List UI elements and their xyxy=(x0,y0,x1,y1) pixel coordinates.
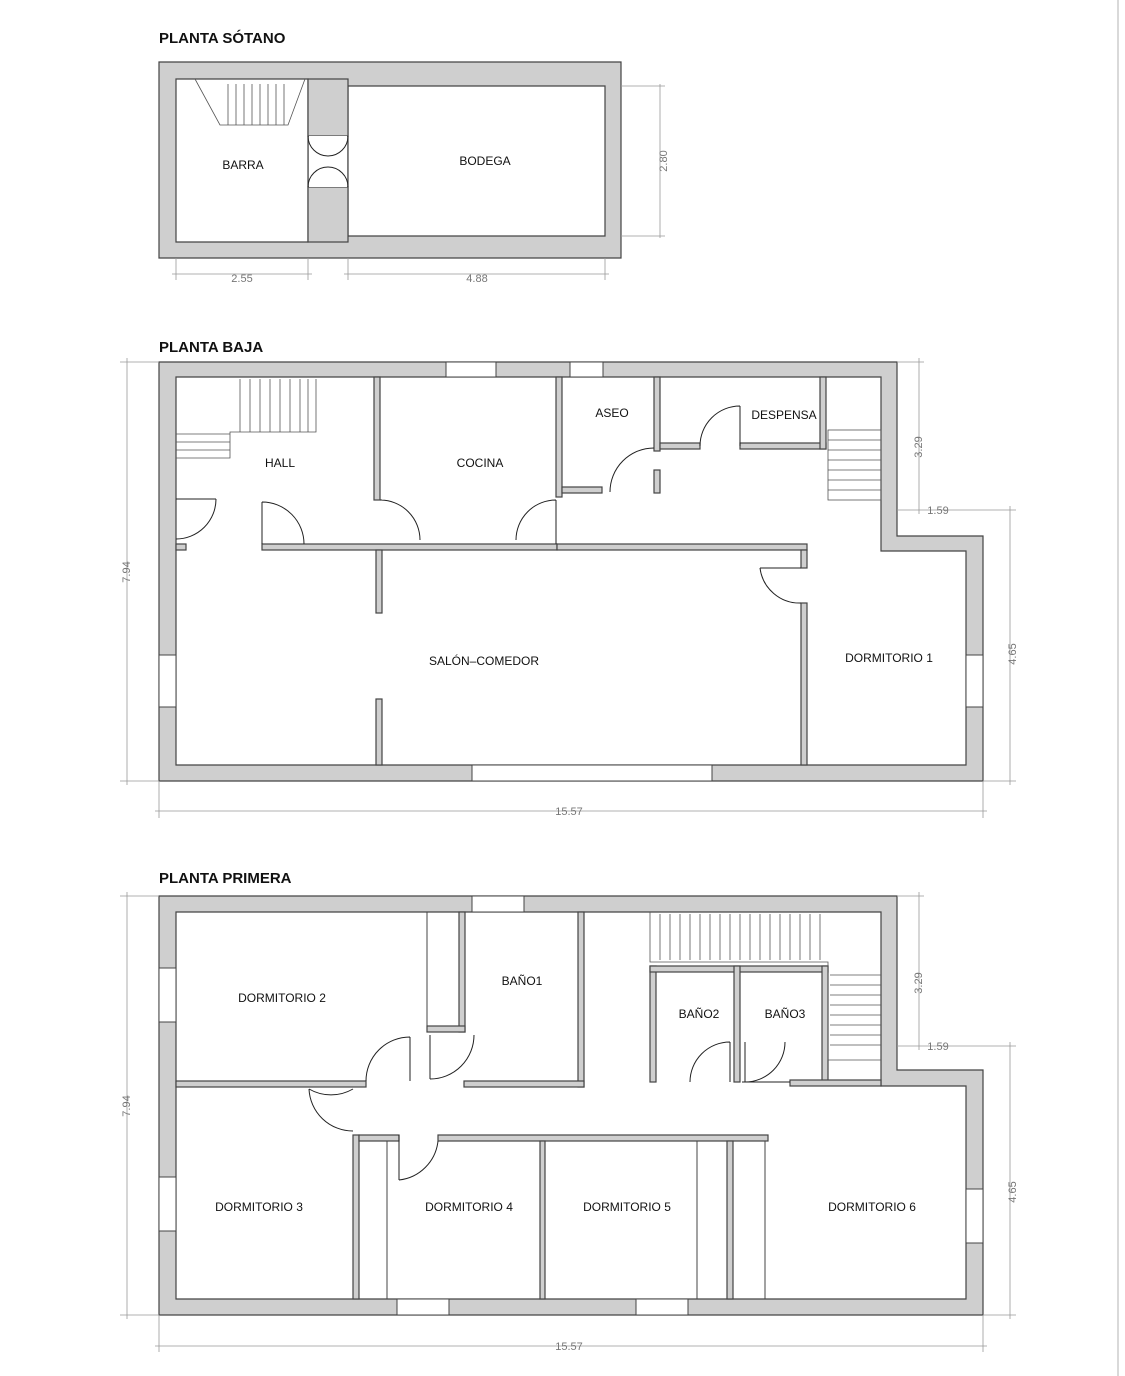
dim-baja-159: 1.59 xyxy=(927,505,949,517)
primera-outer-wall xyxy=(159,896,983,1315)
primera-stairs xyxy=(650,912,881,1060)
room-cocina: COCINA xyxy=(456,456,504,470)
room-aseo: ASEO xyxy=(595,406,629,420)
primera-window-bano1 xyxy=(472,896,524,912)
planta-sotano-title: PLANTA SÓTANO xyxy=(159,30,286,47)
primera-interior-walls xyxy=(176,912,881,1299)
baja-window-salon-sur xyxy=(472,765,712,781)
sotano-stair xyxy=(195,79,305,125)
dim-baja-largo: 15.57 xyxy=(555,806,583,818)
room-salon-comedor: SALÓN–COMEDOR xyxy=(428,654,540,668)
room-dormitorio-5: DORMITORIO 5 xyxy=(583,1200,671,1214)
baja-stairs xyxy=(176,379,881,500)
primera-window-dorm6 xyxy=(966,1189,983,1243)
planta-baja-title: PLANTA BAJA xyxy=(159,339,264,356)
baja-window-dormitorio xyxy=(966,655,983,707)
room-bano1: BAÑO1 xyxy=(501,974,543,988)
room-hall: HALL xyxy=(264,456,296,470)
dim-primera-largo: 15.57 xyxy=(555,1341,583,1353)
baja-window-aseo xyxy=(570,362,603,377)
room-bodega: BODEGA xyxy=(459,154,511,168)
dim-baja-329: 3.29 xyxy=(913,436,925,458)
dim-primera-ancho: 7.94 xyxy=(121,1095,133,1117)
primera-window-dorm2 xyxy=(159,968,176,1022)
planta-primera xyxy=(120,870,1019,1353)
room-dormitorio-3: DORMITORIO 3 xyxy=(215,1200,303,1214)
planta-baja xyxy=(120,339,1019,818)
room-barra: BARRA xyxy=(222,158,264,172)
baja-doors xyxy=(176,406,801,603)
dim-primera-465: 4.65 xyxy=(1007,1181,1019,1203)
room-bano2: BAÑO2 xyxy=(678,1007,720,1021)
dim-sotano-alto: 2.80 xyxy=(658,150,670,172)
dim-baja-465: 4.65 xyxy=(1007,643,1019,665)
planta-sotano xyxy=(159,29,670,285)
dim-sotano-bodega: 4.88 xyxy=(466,273,488,285)
baja-interior-walls xyxy=(176,377,826,765)
sotano-partition-bottom xyxy=(308,187,348,242)
room-dormitorio-6: DORMITORIO 6 xyxy=(828,1200,916,1214)
room-bano3: BAÑO3 xyxy=(764,1007,806,1021)
sotano-partition-top xyxy=(308,79,348,136)
dim-baja-ancho: 7.94 xyxy=(121,561,133,583)
room-despensa: DESPENSA xyxy=(751,408,817,422)
primera-window-dorm4 xyxy=(397,1299,449,1315)
dim-primera-329: 3.29 xyxy=(913,972,925,994)
primera-window-dorm3 xyxy=(159,1177,176,1231)
room-dormitorio-4: DORMITORIO 4 xyxy=(425,1200,513,1214)
room-dormitorio-1: DORMITORIO 1 xyxy=(845,651,933,665)
dim-sotano-barra: 2.55 xyxy=(231,273,253,285)
baja-outer-wall xyxy=(159,362,983,781)
primera-window-dorm5 xyxy=(636,1299,688,1315)
dim-primera-159: 1.59 xyxy=(927,1041,949,1053)
baja-window-salon xyxy=(159,655,176,707)
room-dormitorio-2: DORMITORIO 2 xyxy=(238,991,326,1005)
planta-primera-title: PLANTA PRIMERA xyxy=(159,870,292,887)
baja-window-cocina xyxy=(446,362,496,377)
primera-doors xyxy=(309,1035,790,1180)
